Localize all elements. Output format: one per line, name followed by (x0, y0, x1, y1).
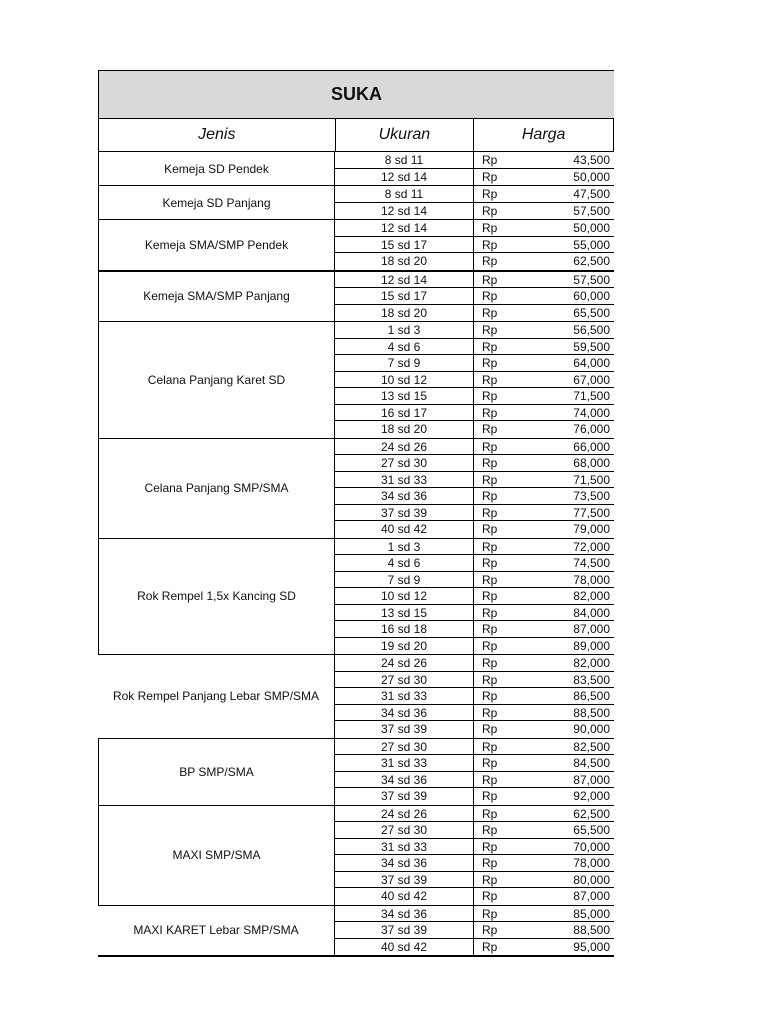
size-cell: 37 sd 39 (335, 922, 474, 938)
table-row (335, 906, 614, 923)
price-cell: 89,000 (573, 638, 610, 653)
currency-cell: Rp (482, 237, 498, 252)
currency-cell: Rp (482, 522, 498, 536)
size-cell: 18 sd 20 (335, 421, 474, 438)
price-cell: 85,000 (573, 906, 610, 921)
table-row (335, 372, 614, 389)
size-cell: 31 sd 33 (335, 688, 474, 704)
size-cell: 37 sd 39 (335, 788, 474, 805)
price-cell: 87,000 (573, 889, 610, 903)
size-cell: 31 sd 33 (335, 839, 474, 855)
price-cell: 86,500 (573, 689, 610, 703)
size-cell: 24 sd 26 (335, 655, 474, 671)
product-group (98, 439, 614, 539)
price-cell: 65,500 (573, 305, 610, 320)
size-cell: 34 sd 36 (335, 772, 474, 788)
size-cell: 34 sd 36 (335, 705, 474, 721)
size-cell: 12 sd 14 (335, 220, 474, 236)
size-cell: 16 sd 17 (335, 405, 474, 421)
price-cell: 47,500 (573, 187, 610, 201)
currency-cell: Rp (482, 305, 498, 320)
table-row (335, 152, 614, 169)
table-row (335, 739, 614, 756)
table-row (335, 855, 614, 872)
price-cell: 62,500 (573, 254, 610, 268)
price-cell: 74,000 (573, 405, 610, 420)
product-name: Celana Panjang Karet SD (98, 322, 335, 438)
currency-cell: Rp (482, 539, 498, 554)
price-cell: 72,000 (573, 539, 610, 554)
product-group (98, 186, 614, 220)
table-row (335, 339, 614, 356)
currency-cell: Rp (482, 356, 498, 370)
size-cell: 7 sd 9 (335, 355, 474, 371)
table-row (335, 521, 614, 538)
price-cell: 84,000 (573, 605, 610, 620)
size-cell: 12 sd 14 (335, 272, 474, 288)
price-cell: 60,000 (573, 289, 610, 303)
size-cell: 40 sd 42 (335, 939, 474, 956)
currency-cell: Rp (482, 705, 498, 720)
currency-cell: Rp (482, 722, 498, 736)
size-cell: 15 sd 17 (335, 237, 474, 253)
size-cell: 10 sd 12 (335, 588, 474, 604)
currency-cell: Rp (482, 689, 498, 703)
table-body (98, 152, 614, 957)
currency-cell: Rp (482, 939, 498, 954)
table-row (335, 203, 614, 220)
price-cell: 83,500 (573, 672, 610, 687)
price-cell: 70,000 (573, 839, 610, 854)
price-cell: 55,000 (573, 237, 610, 252)
currency-cell: Rp (482, 638, 498, 653)
currency-cell: Rp (482, 556, 498, 570)
price-cell: 71,500 (573, 472, 610, 487)
header-ukuran: Ukuran (336, 119, 475, 151)
currency-cell: Rp (482, 772, 498, 787)
size-cell: 27 sd 30 (335, 739, 474, 755)
currency-cell: Rp (482, 456, 498, 470)
product-group (98, 322, 614, 439)
table-row (335, 588, 614, 605)
currency-cell: Rp (482, 339, 498, 354)
table-row (335, 388, 614, 405)
product-name: Celana Panjang SMP/SMA (98, 439, 335, 538)
table-row (335, 505, 614, 522)
price-cell: 65,500 (573, 823, 610, 837)
price-cell: 50,000 (573, 169, 610, 184)
size-cell: 37 sd 39 (335, 721, 474, 738)
table-row (335, 253, 614, 270)
price-cell: 79,000 (573, 522, 610, 536)
size-cell: 4 sd 6 (335, 339, 474, 355)
size-cell: 34 sd 36 (335, 906, 474, 922)
price-cell: 82,000 (573, 589, 610, 603)
currency-cell: Rp (482, 169, 498, 184)
price-cell: 82,000 (573, 656, 610, 670)
product-name: MAXI KARET Lebar SMP/SMA (98, 906, 335, 956)
size-cell: 34 sd 36 (335, 855, 474, 871)
currency-cell: Rp (482, 739, 498, 754)
product-group (98, 655, 614, 739)
currency-cell: Rp (482, 372, 498, 387)
product-name: Kemeja SD Pendek (98, 152, 335, 185)
currency-cell: Rp (482, 489, 498, 503)
table-row (335, 169, 614, 186)
price-cell: 67,000 (573, 372, 610, 387)
product-name: Rok Rempel Panjang Lebar SMP/SMA (98, 655, 335, 738)
table-row (335, 822, 614, 839)
table-row (335, 772, 614, 789)
table-row (335, 638, 614, 655)
table-row (335, 755, 614, 772)
size-cell: 1 sd 3 (335, 322, 474, 338)
price-cell: 62,500 (573, 806, 610, 821)
price-cell: 88,500 (573, 923, 610, 937)
price-cell: 74,500 (573, 556, 610, 570)
table-row (335, 872, 614, 889)
table-row (335, 237, 614, 254)
currency-cell: Rp (482, 789, 498, 803)
table-row (335, 288, 614, 305)
price-cell: 92,000 (573, 789, 610, 803)
product-group (98, 272, 614, 323)
currency-cell: Rp (482, 839, 498, 854)
price-table (98, 70, 614, 957)
price-cell: 76,000 (573, 422, 610, 436)
price-cell: 87,000 (573, 622, 610, 636)
currency-cell: Rp (482, 923, 498, 937)
size-cell: 27 sd 30 (335, 822, 474, 838)
table-row (335, 788, 614, 805)
table-row (335, 421, 614, 438)
price-cell: 78,000 (573, 572, 610, 587)
currency-cell: Rp (482, 856, 498, 870)
price-cell: 50,000 (573, 221, 610, 235)
currency-cell: Rp (482, 289, 498, 303)
size-cell: 10 sd 12 (335, 372, 474, 388)
size-cell: 8 sd 11 (335, 152, 474, 168)
price-cell: 73,500 (573, 489, 610, 503)
size-cell: 31 sd 33 (335, 755, 474, 771)
table-row (335, 605, 614, 622)
price-cell: 88,500 (573, 705, 610, 720)
currency-cell: Rp (482, 472, 498, 487)
currency-cell: Rp (482, 572, 498, 587)
header-jenis: Jenis (99, 119, 336, 151)
table-row (335, 439, 614, 456)
size-cell: 16 sd 18 (335, 621, 474, 637)
price-cell: 71,500 (573, 389, 610, 403)
size-cell: 18 sd 20 (335, 305, 474, 322)
price-cell: 84,500 (573, 756, 610, 770)
table-row (335, 621, 614, 638)
size-cell: 19 sd 20 (335, 638, 474, 655)
size-cell: 34 sd 36 (335, 488, 474, 504)
size-cell: 12 sd 14 (335, 203, 474, 220)
product-name: Rok Rempel 1,5x Kancing SD (98, 539, 335, 655)
size-cell: 27 sd 30 (335, 455, 474, 471)
currency-cell: Rp (482, 589, 498, 603)
currency-cell: Rp (482, 806, 498, 821)
table-row (335, 721, 614, 738)
currency-cell: Rp (482, 439, 498, 454)
size-cell: 40 sd 42 (335, 888, 474, 905)
product-name: Kemeja SMA/SMP Pendek (98, 220, 335, 270)
currency-cell: Rp (482, 254, 498, 268)
product-name: Kemeja SMA/SMP Panjang (98, 272, 335, 322)
currency-cell: Rp (482, 872, 498, 887)
price-cell: 43,500 (573, 153, 610, 167)
size-cell: 13 sd 15 (335, 388, 474, 404)
table-row (335, 488, 614, 505)
product-group (98, 906, 614, 958)
size-cell: 12 sd 14 (335, 169, 474, 186)
currency-cell: Rp (482, 203, 498, 218)
price-cell: 57,500 (573, 272, 610, 287)
table-row (335, 355, 614, 372)
table-row (335, 220, 614, 237)
currency-cell: Rp (482, 622, 498, 636)
size-cell: 31 sd 33 (335, 472, 474, 488)
price-cell: 87,000 (573, 772, 610, 787)
price-cell: 78,000 (573, 856, 610, 870)
table-row (335, 705, 614, 722)
table-row (335, 472, 614, 489)
price-cell: 68,000 (573, 456, 610, 470)
header-harga: Harga (474, 119, 614, 151)
currency-cell: Rp (482, 656, 498, 670)
table-row (335, 186, 614, 203)
product-group (98, 539, 614, 656)
size-cell: 7 sd 9 (335, 572, 474, 588)
currency-cell: Rp (482, 221, 498, 235)
size-cell: 1 sd 3 (335, 539, 474, 555)
price-cell: 77,500 (573, 505, 610, 520)
price-cell: 90,000 (573, 722, 610, 736)
product-group (98, 220, 614, 272)
currency-cell: Rp (482, 823, 498, 837)
currency-cell: Rp (482, 605, 498, 620)
product-name: MAXI SMP/SMA (98, 806, 335, 905)
table-title: SUKA (98, 70, 614, 119)
currency-cell: Rp (482, 756, 498, 770)
table-row (335, 305, 614, 322)
table-row (335, 572, 614, 589)
table-row (335, 455, 614, 472)
currency-cell: Rp (482, 272, 498, 287)
size-cell: 18 sd 20 (335, 253, 474, 270)
price-cell: 95,000 (573, 939, 610, 954)
size-cell: 4 sd 6 (335, 555, 474, 571)
table-row (335, 806, 614, 823)
table-row (335, 839, 614, 856)
price-cell: 64,000 (573, 356, 610, 370)
size-cell: 15 sd 17 (335, 288, 474, 304)
product-group (98, 152, 614, 186)
currency-cell: Rp (482, 389, 498, 403)
size-cell: 24 sd 26 (335, 806, 474, 822)
currency-cell: Rp (482, 187, 498, 201)
product-group (98, 806, 614, 906)
currency-cell: Rp (482, 422, 498, 436)
size-cell: 37 sd 39 (335, 505, 474, 521)
currency-cell: Rp (482, 906, 498, 921)
size-cell: 40 sd 42 (335, 521, 474, 538)
table-row (335, 688, 614, 705)
price-cell: 56,500 (573, 323, 610, 337)
size-cell: 37 sd 39 (335, 872, 474, 888)
currency-cell: Rp (482, 889, 498, 903)
product-group (98, 739, 614, 806)
currency-cell: Rp (482, 405, 498, 420)
price-cell: 57,500 (573, 203, 610, 218)
product-name: BP SMP/SMA (98, 739, 335, 805)
price-cell: 59,500 (573, 339, 610, 354)
size-cell: 13 sd 15 (335, 605, 474, 621)
currency-cell: Rp (482, 672, 498, 687)
table-row (335, 322, 614, 339)
price-cell: 80,000 (573, 872, 610, 887)
product-name: Kemeja SD Panjang (98, 186, 335, 219)
table-row (335, 539, 614, 556)
table-header-row (98, 119, 614, 152)
size-cell: 24 sd 26 (335, 439, 474, 455)
currency-cell: Rp (482, 153, 498, 167)
table-row (335, 922, 614, 939)
currency-cell: Rp (482, 505, 498, 520)
table-row (335, 655, 614, 672)
size-cell: 27 sd 30 (335, 672, 474, 688)
table-row (335, 888, 614, 905)
table-row (335, 939, 614, 956)
table-row (335, 555, 614, 572)
table-row (335, 672, 614, 689)
table-row (335, 272, 614, 289)
price-cell: 66,000 (573, 439, 610, 454)
table-row (335, 405, 614, 422)
size-cell: 8 sd 11 (335, 186, 474, 202)
currency-cell: Rp (482, 323, 498, 337)
price-cell: 82,500 (573, 739, 610, 754)
